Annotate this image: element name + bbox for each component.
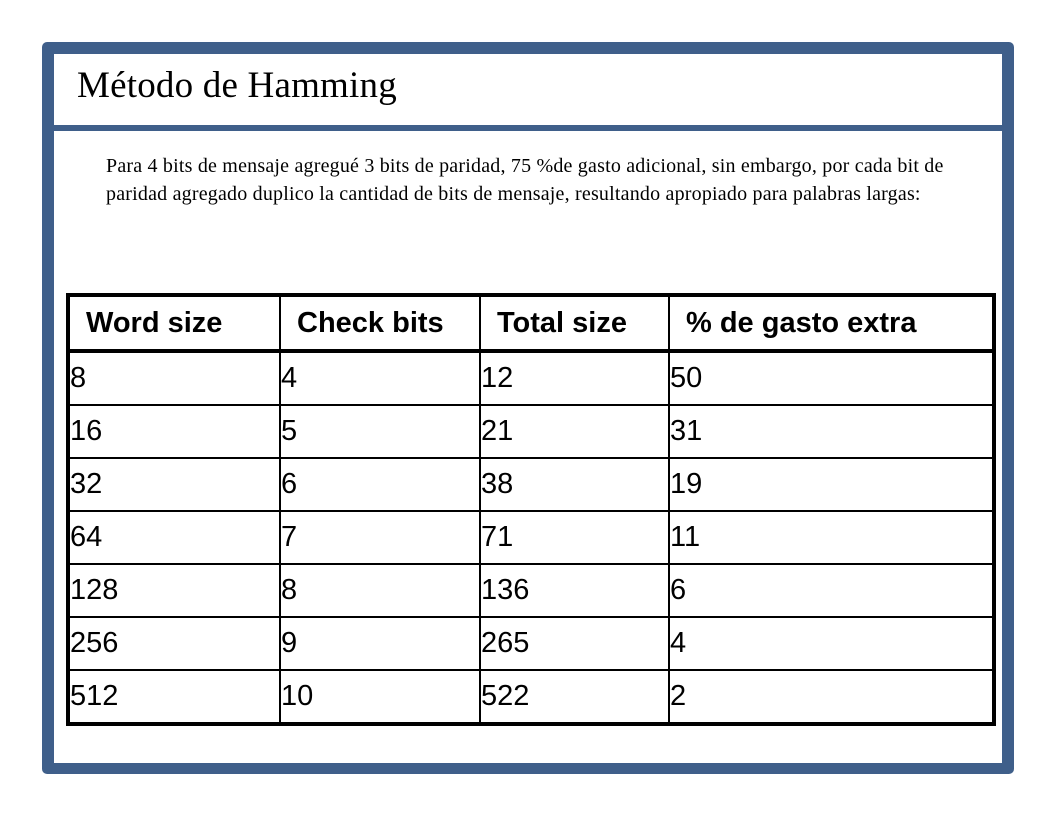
cell-gasto-extra: 6 [669, 564, 994, 617]
hamming-table [66, 293, 996, 726]
header-check-bits: Check bits [280, 295, 480, 351]
cell-gasto-extra: 50 [669, 351, 994, 405]
cell-gasto-extra: 11 [669, 511, 994, 564]
header-total-size: Total size [480, 295, 669, 351]
intro-paragraph: Para 4 bits de mensaje agregué 3 bits de paridad, 75 %de gasto adicional, sin embargo, por cada bit de paridad agregado duplico la cantidad de bits de mensaje, resultando apropiado para palabras largas: [106, 155, 944, 205]
table-row [68, 351, 994, 405]
table-row [68, 617, 994, 670]
cell-gasto-extra: 4 [669, 617, 994, 670]
cell-total-size: 522 [480, 670, 669, 724]
cell-total-size: 71 [480, 511, 669, 564]
cell-total-size: 38 [480, 458, 669, 511]
cell-word-size: 8 [68, 351, 280, 405]
table-row [68, 564, 994, 617]
table-row [68, 405, 994, 458]
cell-check-bits: 10 [280, 670, 480, 724]
header-gasto-extra: % de gasto extra [669, 295, 994, 351]
cell-gasto-extra: 31 [669, 405, 994, 458]
cell-check-bits: 4 [280, 351, 480, 405]
cell-check-bits: 5 [280, 405, 480, 458]
slide-title: Método de Hamming [77, 65, 397, 106]
cell-gasto-extra: 2 [669, 670, 994, 724]
cell-check-bits: 6 [280, 458, 480, 511]
cell-check-bits: 9 [280, 617, 480, 670]
cell-word-size: 32 [68, 458, 280, 511]
cell-word-size: 128 [68, 564, 280, 617]
cell-total-size: 265 [480, 617, 669, 670]
table-row [68, 511, 994, 564]
table-row [68, 670, 994, 724]
cell-word-size: 512 [68, 670, 280, 724]
cell-check-bits: 7 [280, 511, 480, 564]
cell-gasto-extra: 19 [669, 458, 994, 511]
cell-word-size: 16 [68, 405, 280, 458]
cell-total-size: 12 [480, 351, 669, 405]
table-row [68, 458, 994, 511]
cell-check-bits: 8 [280, 564, 480, 617]
cell-word-size: 256 [68, 617, 280, 670]
header-word-size: Word size [68, 295, 280, 351]
cell-total-size: 136 [480, 564, 669, 617]
cell-total-size: 21 [480, 405, 669, 458]
table-header-row [68, 295, 994, 351]
cell-word-size: 64 [68, 511, 280, 564]
